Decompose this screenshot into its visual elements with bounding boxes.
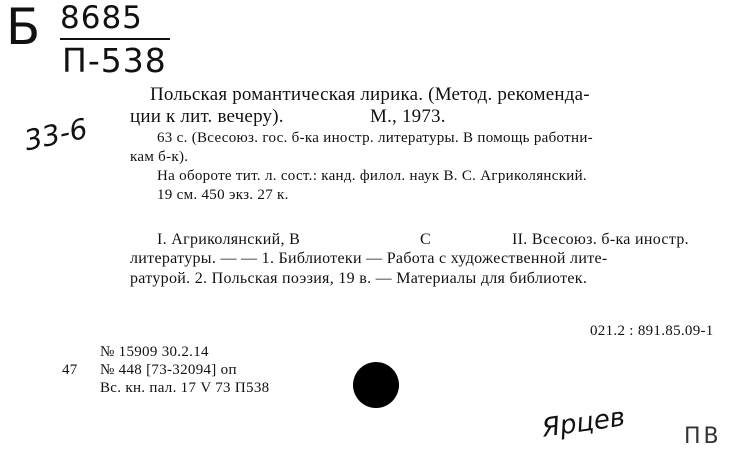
imprint-line-3: Вс. кн. пал. 17 V 73 П538 <box>100 380 270 396</box>
shelfmark-letter: Б <box>6 0 41 56</box>
tracing-1a: I. Агриколянский, В <box>157 231 301 248</box>
tracing-1b: С <box>420 231 431 248</box>
title-line-2a: ции к лит. вечеру). <box>130 106 284 127</box>
description-line-3: На обороте тит. л. сост.: канд. филол. наук В. С. Агриколянский. <box>157 168 587 184</box>
title-line-1: Польская романтическая лирика. (Метод. рекоменда- <box>150 84 590 105</box>
classification-code: 021.2 : 891.85.09-1 <box>590 323 714 339</box>
description-line-1: 63 с. (Всесоюз. гос. б-ка иностр. литературы. В помощь работни- <box>157 130 593 146</box>
signature: Ярцев <box>540 402 627 444</box>
tracing-line-3: ратурой. 2. Польская поэзия, 19 в. — Материалы для библиотек. <box>130 270 588 287</box>
imprint-line-2: № 448 [73-32094] оп <box>100 362 237 378</box>
tracing-line-2: литературы. — — 1. Библиотеки — Работа с художественной лите- <box>130 250 608 267</box>
punch-hole <box>353 362 399 408</box>
tracing-1c: II. Всесоюз. б-ка иностр. <box>512 231 689 248</box>
imprint-prefix: 47 <box>62 362 78 378</box>
shelfmark-code: П-538 <box>62 41 167 80</box>
shelfmark-number: 8685 <box>60 0 143 36</box>
margin-note: 33-6 <box>21 111 91 158</box>
description-line-4: 19 см. 450 экз. 27 к. <box>157 187 289 203</box>
shelfmark-divider <box>60 38 170 40</box>
imprint-line-1: № 15909 30.2.14 <box>100 344 209 360</box>
title-line-2b: М., 1973. <box>370 106 446 127</box>
signature-mark: ПВ <box>684 424 722 449</box>
description-line-2: кам б-к). <box>130 149 189 165</box>
